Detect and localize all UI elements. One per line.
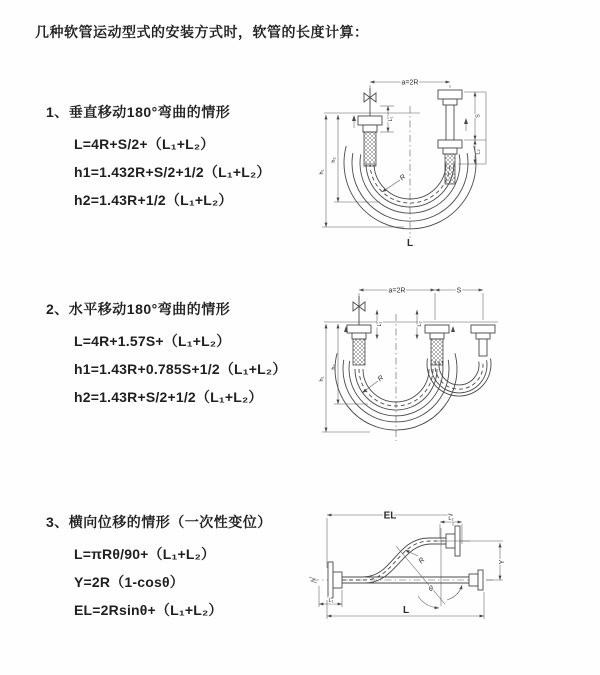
section-3-heading: 3、横向位移的情形（一次性变位） — [46, 514, 272, 530]
dim-label-length: L — [402, 605, 410, 616]
dim-label-y: Y — [499, 559, 506, 565]
formula-h1: h1=1.432R+S/2+1/2（L₁+L₂） — [74, 164, 271, 180]
dim-label-l1: L₁ — [388, 116, 394, 122]
dim-label-h1: h₁ — [319, 169, 325, 175]
formula-el: EL=2Rsinθ+（L₁+L₂） — [74, 602, 223, 618]
formula-h2: h2=1.43R+1/2（L₁+L₂） — [74, 192, 233, 208]
formula-h2: h2=1.43R+S/2+1/2（L₁+L₂） — [74, 389, 263, 405]
dim-label-length: L — [406, 238, 414, 249]
section-horizontal-movement — [46, 299, 316, 411]
section-lateral-displacement — [46, 512, 316, 624]
dim-label-theta: θ — [429, 586, 433, 593]
dim-label-radius: R — [376, 374, 386, 384]
dim-label-h2: h₂ — [331, 364, 337, 370]
section-2-heading: 2、水平移动180°弯曲的情形 — [46, 301, 231, 317]
dim-label-l2: L₂ — [417, 321, 423, 327]
dim-label-h2: h₂ — [331, 157, 337, 163]
lateral-displacement-diagram — [298, 496, 600, 654]
dim-label-radius: R — [398, 173, 408, 183]
section-vertical-movement — [46, 102, 316, 214]
dim-label-a2r: a=2R — [401, 79, 419, 87]
formula-y: Y=2R（1-cosθ） — [74, 574, 184, 590]
dim-label-el: EL — [383, 510, 397, 522]
vertical-180-bend-diagram — [308, 68, 600, 268]
dim-label-a2r: a=2R — [388, 287, 406, 295]
formula-length: L=πRθ/90+（L₁+L₂） — [74, 546, 216, 562]
formula-length: L=4R+S/2+（L₁+L₂） — [74, 136, 215, 152]
section-1-heading: 1、垂直移动180°弯曲的情形 — [46, 104, 231, 120]
dim-label-s: S — [456, 287, 462, 295]
horizontal-180-bend-diagram — [308, 276, 600, 466]
formula-length: L=4R+1.57S+（L₁+L₂） — [74, 333, 231, 349]
dim-label-l1: L₁ — [328, 598, 334, 604]
dim-label-s: S — [475, 114, 482, 118]
dim-label-l2: L₂ — [475, 149, 482, 155]
dim-label-radius: R — [417, 556, 427, 566]
formula-h1: h1=1.43R+0.785S+1/2（L₁+L₂） — [74, 361, 287, 377]
dim-label-l1: L₁ — [377, 321, 383, 327]
dim-label-h1: h₁ — [319, 376, 325, 382]
page-title: 几种软管运动型式的安装方式时，软管的长度计算： — [35, 24, 369, 40]
dim-label-l2: L₂ — [448, 516, 454, 522]
